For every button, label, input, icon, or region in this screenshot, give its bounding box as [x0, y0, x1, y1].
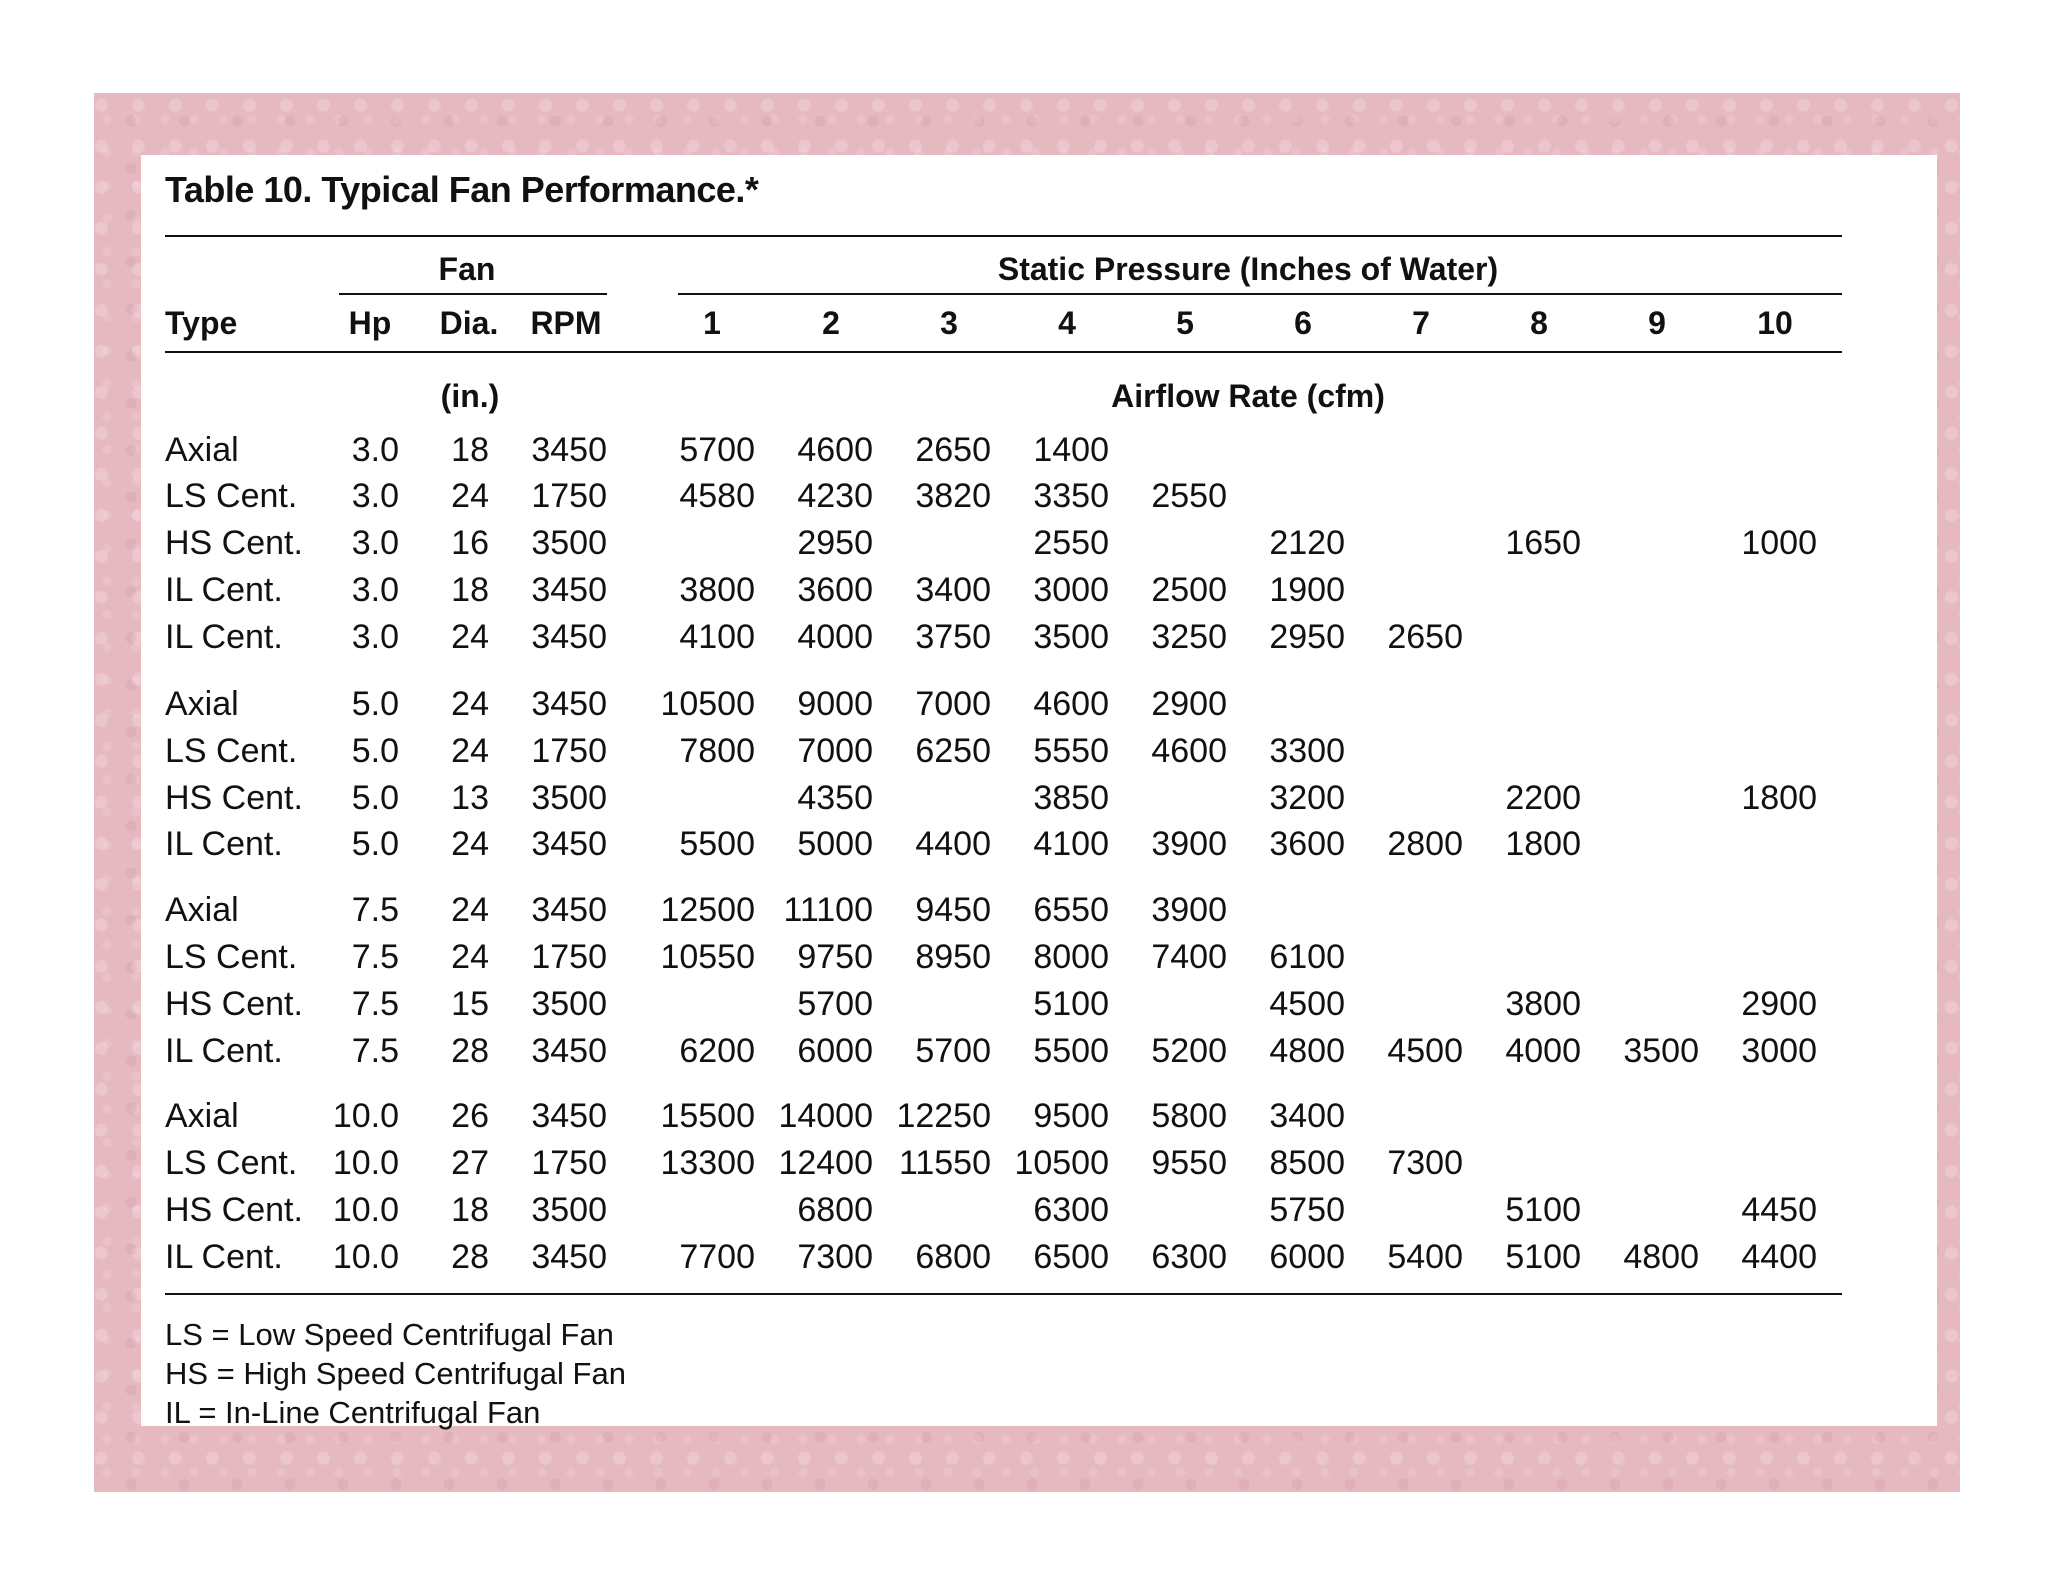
airflow-cell-p3: 8950: [915, 938, 991, 976]
airflow-cell-p4: 5550: [1033, 732, 1109, 770]
airflow-cell-p3: 2650: [915, 431, 991, 469]
fan-group-underline: [339, 293, 607, 295]
rpm-cell: 3450: [531, 825, 607, 863]
airflow-cell-p3: 3750: [915, 618, 991, 656]
table-row: [141, 1191, 1937, 1231]
dia-cell: 24: [451, 618, 489, 656]
table-row: [141, 1238, 1937, 1278]
dia-cell: 24: [451, 477, 489, 515]
airflow-cell-p6: 5750: [1269, 1191, 1345, 1229]
rpm-cell: 3450: [531, 618, 607, 656]
airflow-cell-p1: 7800: [679, 732, 755, 770]
dia-cell: 18: [451, 431, 489, 469]
airflow-cell-p2: 4600: [797, 431, 873, 469]
pressure-group-header: Static Pressure (Inches of Water): [997, 251, 1499, 287]
airflow-cell-p2: 4000: [797, 618, 873, 656]
hp-cell: 5.0: [351, 685, 399, 723]
airflow-cell-p6: 4500: [1269, 985, 1345, 1023]
airflow-cell-p1: 4580: [679, 477, 755, 515]
type-header: Type: [165, 305, 238, 341]
airflow-cell-p6: 1900: [1269, 571, 1345, 609]
airflow-cell-p2: 6000: [797, 1032, 873, 1070]
hp-cell: 3.0: [351, 571, 399, 609]
airflow-cell-p3: 3820: [915, 477, 991, 515]
table-row: [141, 1032, 1937, 1072]
rpm-cell: 3450: [531, 1097, 607, 1135]
airflow-cell-p2: 7000: [797, 732, 873, 770]
airflow-cell-p10: 2900: [1741, 985, 1817, 1023]
rpm-cell: 3500: [531, 985, 607, 1023]
airflow-cell-p1: 4100: [679, 618, 755, 656]
airflow-cell-p1: 15500: [660, 1097, 755, 1135]
table-row: [141, 985, 1937, 1025]
airflow-cell-p4: 8000: [1033, 938, 1109, 976]
airflow-cell-p10: 3000: [1741, 1032, 1817, 1070]
hp-cell: 3.0: [351, 431, 399, 469]
page-border: [94, 93, 1960, 1492]
airflow-cell-p2: 9000: [797, 685, 873, 723]
airflow-cell-p2: 5700: [797, 985, 873, 1023]
hp-cell: 7.5: [351, 1032, 399, 1070]
pressure-header-6: 6: [1294, 305, 1312, 341]
airflow-cell-p3: 6250: [915, 732, 991, 770]
rpm-cell: 3450: [531, 891, 607, 929]
type-cell: IL Cent.: [165, 1238, 283, 1276]
table-row: [141, 477, 1937, 517]
type-cell: HS Cent.: [165, 779, 303, 817]
type-cell: IL Cent.: [165, 618, 283, 656]
table-row: [141, 938, 1937, 978]
dia-cell: 16: [451, 524, 489, 562]
airflow-cell-p1: 5500: [679, 825, 755, 863]
airflow-cell-p7: 5400: [1387, 1238, 1463, 1276]
pressure-header-10: 10: [1757, 305, 1793, 341]
airflow-cell-p5: 2900: [1151, 685, 1227, 723]
airflow-cell-p7: 2650: [1387, 618, 1463, 656]
airflow-cell-p1: 3800: [679, 571, 755, 609]
airflow-cell-p2: 4230: [797, 477, 873, 515]
hp-cell: 7.5: [351, 985, 399, 1023]
rpm-cell: 3450: [531, 571, 607, 609]
airflow-cell-p2: 12400: [778, 1144, 873, 1182]
table-row: [141, 431, 1937, 471]
type-cell: LS Cent.: [165, 732, 298, 770]
airflow-cell-p5: 6300: [1151, 1238, 1227, 1276]
airflow-cell-p6: 8500: [1269, 1144, 1345, 1182]
table-row: [141, 1144, 1937, 1184]
dia-header: Dia.: [439, 305, 499, 341]
airflow-cell-p8: 5100: [1505, 1191, 1581, 1229]
pressure-header-4: 4: [1058, 305, 1076, 341]
airflow-cell-p4: 10500: [1014, 1144, 1109, 1182]
airflow-cell-p4: 5500: [1033, 1032, 1109, 1070]
header-rule: [165, 351, 1842, 353]
airflow-cell-p5: 5200: [1151, 1032, 1227, 1070]
airflow-cell-p6: 6000: [1269, 1238, 1345, 1276]
hp-cell: 10.0: [332, 1144, 399, 1182]
airflow-cell-p4: 3000: [1033, 571, 1109, 609]
airflow-cell-p6: 6100: [1269, 938, 1345, 976]
pressure-header-7: 7: [1412, 305, 1430, 341]
airflow-cell-p1: 10550: [660, 938, 755, 976]
type-cell: Axial: [165, 431, 239, 469]
airflow-cell-p3: 12250: [896, 1097, 991, 1135]
airflow-cell-p1: 6200: [679, 1032, 755, 1070]
rpm-cell: 3450: [531, 1238, 607, 1276]
type-cell: Axial: [165, 685, 239, 723]
pressure-header-3: 3: [940, 305, 958, 341]
airflow-cell-p9: 4800: [1623, 1238, 1699, 1276]
dia-cell: 28: [451, 1238, 489, 1276]
airflow-cell-p2: 3600: [797, 571, 873, 609]
airflow-cell-p5: 2550: [1151, 477, 1227, 515]
dia-cell: 27: [451, 1144, 489, 1182]
airflow-cell-p2: 4350: [797, 779, 873, 817]
table-row: [141, 825, 1937, 865]
airflow-cell-p4: 3850: [1033, 779, 1109, 817]
dia-cell: 13: [451, 779, 489, 817]
hp-cell: 10.0: [332, 1191, 399, 1229]
pressure-group-underline: [678, 293, 1842, 295]
airflow-cell-p6: 4800: [1269, 1032, 1345, 1070]
airflow-cell-p8: 3800: [1505, 985, 1581, 1023]
airflow-cell-p4: 6500: [1033, 1238, 1109, 1276]
airflow-unit-label: Airflow Rate (cfm): [1111, 378, 1385, 414]
airflow-cell-p10: 4400: [1741, 1238, 1817, 1276]
dia-unit-label: (in.): [440, 378, 500, 414]
dia-cell: 24: [451, 891, 489, 929]
airflow-cell-p1: 10500: [660, 685, 755, 723]
airflow-cell-p3: 3400: [915, 571, 991, 609]
airflow-cell-p6: 3600: [1269, 825, 1345, 863]
airflow-cell-p3: 4400: [915, 825, 991, 863]
hp-cell: 10.0: [332, 1097, 399, 1135]
dia-cell: 24: [451, 938, 489, 976]
fan-group-header: Fan: [438, 251, 496, 287]
airflow-cell-p5: 3900: [1151, 825, 1227, 863]
airflow-cell-p10: 1000: [1741, 524, 1817, 562]
airflow-cell-p5: 2500: [1151, 571, 1227, 609]
airflow-cell-p4: 6300: [1033, 1191, 1109, 1229]
dia-cell: 24: [451, 732, 489, 770]
table-row: [141, 732, 1937, 772]
airflow-cell-p4: 3350: [1033, 477, 1109, 515]
type-cell: IL Cent.: [165, 571, 283, 609]
hp-cell: 5.0: [351, 825, 399, 863]
airflow-cell-p7: 2800: [1387, 825, 1463, 863]
top-rule: [165, 235, 1842, 237]
airflow-cell-p9: 3500: [1623, 1032, 1699, 1070]
type-cell: Axial: [165, 891, 239, 929]
dia-cell: 18: [451, 1191, 489, 1229]
dia-cell: 18: [451, 571, 489, 609]
pressure-header-8: 8: [1530, 305, 1548, 341]
airflow-cell-p3: 5700: [915, 1032, 991, 1070]
hp-cell: 5.0: [351, 779, 399, 817]
airflow-cell-p2: 7300: [797, 1238, 873, 1276]
type-cell: LS Cent.: [165, 1144, 298, 1182]
hp-cell: 3.0: [351, 618, 399, 656]
rpm-cell: 3450: [531, 431, 607, 469]
airflow-cell-p5: 7400: [1151, 938, 1227, 976]
table-row: [141, 685, 1937, 725]
airflow-cell-p5: 5800: [1151, 1097, 1227, 1135]
airflow-cell-p2: 2950: [797, 524, 873, 562]
hp-cell: 7.5: [351, 938, 399, 976]
table-title: Table 10. Typical Fan Performance.*: [165, 169, 759, 210]
airflow-cell-p8: 4000: [1505, 1032, 1581, 1070]
airflow-cell-p5: 4600: [1151, 732, 1227, 770]
airflow-cell-p5: 9550: [1151, 1144, 1227, 1182]
rpm-cell: 3500: [531, 779, 607, 817]
airflow-cell-p2: 14000: [778, 1097, 873, 1135]
airflow-cell-p3: 6800: [915, 1238, 991, 1276]
airflow-cell-p8: 2200: [1505, 779, 1581, 817]
airflow-cell-p2: 5000: [797, 825, 873, 863]
type-cell: HS Cent.: [165, 524, 303, 562]
pressure-header-5: 5: [1176, 305, 1194, 341]
table-row: [141, 571, 1937, 611]
table-row: [141, 891, 1937, 931]
type-cell: LS Cent.: [165, 938, 298, 976]
footnote-ls: LS = Low Speed Centrifugal Fan: [165, 1317, 614, 1352]
rpm-cell: 1750: [531, 477, 607, 515]
airflow-cell-p1: 13300: [660, 1144, 755, 1182]
rpm-cell: 1750: [531, 938, 607, 976]
hp-cell: 3.0: [351, 477, 399, 515]
airflow-cell-p1: 7700: [679, 1238, 755, 1276]
airflow-cell-p4: 3500: [1033, 618, 1109, 656]
airflow-cell-p8: 5100: [1505, 1238, 1581, 1276]
rpm-cell: 3450: [531, 1032, 607, 1070]
airflow-cell-p6: 3200: [1269, 779, 1345, 817]
airflow-cell-p5: 3250: [1151, 618, 1227, 656]
footnote-hs: HS = High Speed Centrifugal Fan: [165, 1356, 626, 1391]
airflow-cell-p1: 5700: [679, 431, 755, 469]
hp-header: Hp: [348, 305, 392, 341]
type-cell: Axial: [165, 1097, 239, 1135]
table-row: [141, 1097, 1937, 1137]
airflow-cell-p5: 3900: [1151, 891, 1227, 929]
dia-cell: 24: [451, 685, 489, 723]
rpm-cell: 1750: [531, 732, 607, 770]
airflow-cell-p3: 11550: [898, 1144, 991, 1182]
airflow-cell-p2: 11100: [783, 891, 873, 929]
airflow-cell-p1: 12500: [660, 891, 755, 929]
airflow-cell-p4: 2550: [1033, 524, 1109, 562]
type-cell: IL Cent.: [165, 825, 283, 863]
airflow-cell-p3: 7000: [915, 685, 991, 723]
footnotes: [165, 1315, 626, 1432]
airflow-cell-p4: 1400: [1033, 431, 1109, 469]
airflow-cell-p6: 3400: [1269, 1097, 1345, 1135]
table-row: [141, 618, 1937, 658]
hp-cell: 7.5: [351, 891, 399, 929]
hp-cell: 3.0: [351, 524, 399, 562]
table-row: [141, 524, 1937, 564]
airflow-cell-p2: 6800: [797, 1191, 873, 1229]
dia-cell: 24: [451, 825, 489, 863]
airflow-cell-p8: 1650: [1505, 524, 1581, 562]
dia-cell: 28: [451, 1032, 489, 1070]
pressure-header-2: 2: [822, 305, 840, 341]
dia-cell: 15: [451, 985, 489, 1023]
type-cell: HS Cent.: [165, 985, 303, 1023]
airflow-cell-p6: 2120: [1269, 524, 1345, 562]
pressure-header-9: 9: [1648, 305, 1666, 341]
airflow-cell-p4: 4100: [1033, 825, 1109, 863]
airflow-cell-p10: 4450: [1741, 1191, 1817, 1229]
table-panel: [141, 155, 1937, 1430]
pressure-header-1: 1: [703, 305, 721, 341]
rpm-cell: 3450: [531, 685, 607, 723]
airflow-cell-p7: 7300: [1387, 1144, 1463, 1182]
airflow-cell-p4: 4600: [1033, 685, 1109, 723]
table-row: [141, 779, 1937, 819]
type-cell: LS Cent.: [165, 477, 298, 515]
airflow-cell-p4: 6550: [1033, 891, 1109, 929]
airflow-cell-p3: 9450: [915, 891, 991, 929]
airflow-cell-p4: 5100: [1033, 985, 1109, 1023]
airflow-cell-p8: 1800: [1505, 825, 1581, 863]
airflow-cell-p4: 9500: [1033, 1097, 1109, 1135]
hp-cell: 5.0: [351, 732, 399, 770]
airflow-cell-p6: 3300: [1269, 732, 1345, 770]
type-cell: IL Cent.: [165, 1032, 283, 1070]
rpm-header: RPM: [530, 305, 602, 341]
type-cell: HS Cent.: [165, 1191, 303, 1229]
dia-cell: 26: [451, 1097, 489, 1135]
airflow-cell-p2: 9750: [797, 938, 873, 976]
rpm-cell: 1750: [531, 1144, 607, 1182]
airflow-cell-p10: 1800: [1741, 779, 1817, 817]
rpm-cell: 3500: [531, 524, 607, 562]
airflow-cell-p6: 2950: [1269, 618, 1345, 656]
footnote-il: IL = In-Line Centrifugal Fan: [165, 1395, 541, 1430]
rpm-cell: 3500: [531, 1191, 607, 1229]
bottom-rule: [165, 1293, 1842, 1295]
airflow-cell-p7: 4500: [1387, 1032, 1463, 1070]
hp-cell: 10.0: [332, 1238, 399, 1276]
